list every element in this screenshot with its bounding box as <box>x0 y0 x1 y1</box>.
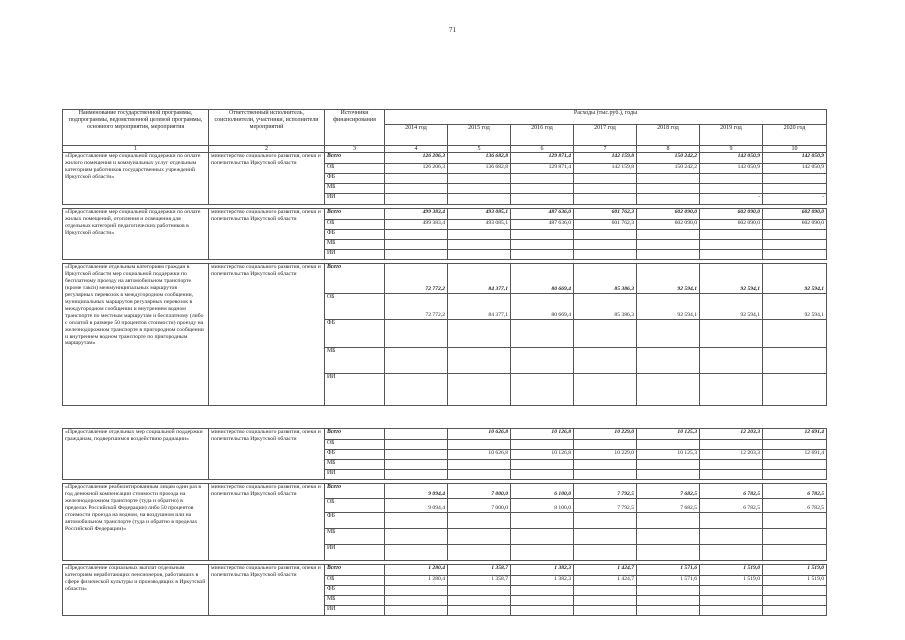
expense-cell <box>448 460 511 470</box>
expense-cell <box>385 429 448 440</box>
table-row <box>63 209 827 220</box>
header-name: Наименование государственной программы, подпрограммы, ведомственной целевой программы, основного мероприятия, мероприятия <box>63 110 209 146</box>
table-row <box>63 429 827 440</box>
expense-cell: 602 090,0 <box>700 209 763 220</box>
expense-cell: 84 377,1 <box>448 264 511 294</box>
funding-source: ИИ <box>325 250 385 260</box>
expense-cell <box>511 320 574 348</box>
expense-cell <box>700 240 763 250</box>
expense-cell <box>637 606 700 616</box>
expense-cell <box>511 460 574 470</box>
expense-cell: 7 682,5 <box>637 499 700 513</box>
expense-cell: 1 519,0 <box>700 565 763 576</box>
expense-cell: 602 090,0 <box>637 209 700 220</box>
funding-source: ОБ <box>325 440 385 450</box>
expense-cell: 72 772,2 <box>385 294 448 320</box>
responsible-executor: министерство социального развития, опеки и попечительства Иркутской области <box>209 565 325 616</box>
column-number: 2 <box>209 146 325 153</box>
expense-cell: 6 782,5 <box>763 499 827 513</box>
expense-cell <box>385 374 448 406</box>
expense-cell <box>385 586 448 596</box>
column-number: 5 <box>448 146 511 153</box>
header-expenses: Расходы (тыс.руб.), годы <box>385 110 827 125</box>
expense-cell: 1 424,7 <box>574 565 637 576</box>
expense-cell <box>448 606 511 616</box>
expense-cell <box>637 240 700 250</box>
year-header: 2015 год <box>448 125 511 146</box>
expense-cell <box>700 470 763 480</box>
expense-cell <box>511 596 574 606</box>
expense-cell <box>763 184 827 194</box>
responsible-executor: министерство социального развития, опеки и попечительства Иркутской области <box>209 209 325 260</box>
funding-source: МБ <box>325 348 385 374</box>
expense-cell: 142 050,9 <box>763 164 827 174</box>
expense-cell: 80 669,4 <box>511 264 574 294</box>
expense-cell <box>385 460 448 470</box>
expense-cell: 92 594,1 <box>637 294 700 320</box>
expense-cell <box>385 184 448 194</box>
expense-cell <box>385 230 448 240</box>
expense-cell <box>763 174 827 184</box>
table-row <box>63 565 827 576</box>
funding-source: ФБ <box>325 513 385 529</box>
expense-cell: 7 792,5 <box>574 484 637 499</box>
expense-cell: 499 383,4 <box>385 209 448 220</box>
funding-source: ФБ <box>325 450 385 460</box>
measure-description: «Предоставление отдельных мер социальной поддержки гражданам, подвергшимся воздействию радиации» <box>63 429 209 480</box>
funding-source: Всего <box>325 429 385 440</box>
funding-source: ИИ <box>325 470 385 480</box>
expense-cell: 1 571,6 <box>637 565 700 576</box>
expense-cell: 7 000,0 <box>448 484 511 499</box>
expense-cell <box>574 529 637 545</box>
expense-cell <box>763 606 827 616</box>
expense-cell <box>637 470 700 480</box>
expense-cell <box>637 596 700 606</box>
expense-cell <box>574 320 637 348</box>
expense-cell: 126 206,3 <box>385 164 448 174</box>
expense-cell <box>448 470 511 480</box>
expense-cell <box>700 230 763 240</box>
expense-cell <box>700 174 763 184</box>
column-number: 7 <box>574 146 637 153</box>
expense-cell: 142 050,9 <box>700 164 763 174</box>
responsible-executor: министерство социального развития, опеки и попечительства Иркутской области <box>209 153 325 205</box>
funding-source: ФБ <box>325 586 385 596</box>
expense-cell <box>511 250 574 260</box>
expense-cell <box>385 545 448 561</box>
expense-cell <box>574 194 637 205</box>
expense-cell <box>763 513 827 529</box>
expense-cell <box>637 184 700 194</box>
expense-cell <box>637 348 700 374</box>
expense-cell: 92 594,1 <box>700 294 763 320</box>
expense-cell: 6 782,5 <box>763 484 827 499</box>
expense-cell: 142 050,9 <box>700 153 763 164</box>
expense-cell: 7 792,5 <box>574 499 637 513</box>
expense-cell <box>637 250 700 260</box>
expense-cell: 12 203,3 <box>700 450 763 460</box>
expense-cell <box>448 184 511 194</box>
expense-cell <box>448 174 511 184</box>
expense-cell <box>763 230 827 240</box>
expense-cell <box>448 240 511 250</box>
expense-cell <box>511 606 574 616</box>
column-number: 1 <box>63 146 209 153</box>
expense-cell <box>574 174 637 184</box>
funding-source: ИИ <box>325 194 385 205</box>
expense-cell <box>511 586 574 596</box>
expense-cell <box>448 230 511 240</box>
expense-cell: 85 386,3 <box>574 264 637 294</box>
expense-cell: 1 382,3 <box>511 565 574 576</box>
expense-cell <box>385 440 448 450</box>
funding-source: ИИ <box>325 545 385 561</box>
expense-cell <box>574 348 637 374</box>
expense-cell: 7 682,5 <box>637 484 700 499</box>
expense-cell <box>763 596 827 606</box>
responsible-executor: министерство социального развития, опеки и попечительства Иркутской области <box>209 429 325 480</box>
table-row <box>63 264 827 294</box>
expense-cell <box>763 545 827 561</box>
expense-cell <box>385 470 448 480</box>
column-number: 10 <box>763 146 827 153</box>
expense-cell <box>700 529 763 545</box>
expense-cell <box>700 545 763 561</box>
expense-cell: 129 871,4 <box>511 153 574 164</box>
expense-cell: 92 594,1 <box>763 264 827 294</box>
expense-cell: 126 206,3 <box>385 153 448 164</box>
expense-cell: 493 085,1 <box>448 220 511 230</box>
column-number: 8 <box>637 146 700 153</box>
funding-source: МБ <box>325 529 385 545</box>
expense-cell: 602 090,0 <box>637 220 700 230</box>
funding-source: ОБ <box>325 499 385 513</box>
funding-source: Всего <box>325 153 385 164</box>
funding-source: Всего <box>325 264 385 294</box>
column-number: 6 <box>511 146 574 153</box>
expense-cell: 80 669,4 <box>511 294 574 320</box>
expense-cell: 142 159,8 <box>574 153 637 164</box>
budget-table <box>62 109 827 616</box>
expense-cell <box>511 374 574 406</box>
expense-cell <box>574 460 637 470</box>
expense-cell: 487 636,0 <box>511 220 574 230</box>
expense-cell: 1 280,4 <box>385 565 448 576</box>
expense-cell: 602 090,0 <box>763 220 827 230</box>
expense-cell <box>448 194 511 205</box>
expense-cell: 493 085,1 <box>448 209 511 220</box>
expense-cell: 1 519,0 <box>700 576 763 586</box>
year-header: 2014 год <box>385 125 448 146</box>
header-sources: Источники финансирования <box>325 110 385 146</box>
expense-cell <box>637 513 700 529</box>
expense-cell <box>637 174 700 184</box>
expense-cell: 10 125,3 <box>637 450 700 460</box>
expense-cell: 92 594,1 <box>637 264 700 294</box>
funding-source: ОБ <box>325 294 385 320</box>
funding-source: ОБ <box>325 576 385 586</box>
expense-cell: 12 691,4 <box>763 450 827 460</box>
expense-cell <box>700 320 763 348</box>
expense-cell <box>700 596 763 606</box>
expense-cell <box>574 586 637 596</box>
funding-source: Всего <box>325 565 385 576</box>
funding-source: МБ <box>325 596 385 606</box>
expense-cell <box>511 545 574 561</box>
expense-cell <box>574 596 637 606</box>
expense-cell: 129 871,4 <box>511 164 574 174</box>
expense-cell: 10 126,8 <box>511 429 574 440</box>
expense-cell <box>448 440 511 450</box>
funding-source: ФБ <box>325 230 385 240</box>
expense-cell <box>700 513 763 529</box>
funding-source: МБ <box>325 240 385 250</box>
expense-cell: 7 000,0 <box>448 499 511 513</box>
expense-cell <box>448 596 511 606</box>
expense-cell: 601 762,3 <box>574 209 637 220</box>
expense-cell: 150 242,2 <box>637 153 700 164</box>
expense-cell <box>511 440 574 450</box>
expense-cell <box>385 250 448 260</box>
expense-cell <box>763 320 827 348</box>
expense-cell <box>448 545 511 561</box>
table-row <box>63 153 827 164</box>
expense-cell: 84 377,1 <box>448 294 511 320</box>
expense-cell <box>637 320 700 348</box>
measure-description: «Предоставление реабилитированным лицам один раз в год денежной компенсации стоимости проезда на железнодорожном транспорте (туда и обратно) в пределах Российской Федерации) либо 50 процентов стоимости проезда на водном, на воздушном или на автомобильном транспорте (туда и обратно в пределах Российской Федерации)» <box>63 484 209 561</box>
expense-cell <box>385 348 448 374</box>
expense-cell <box>448 348 511 374</box>
expense-cell <box>511 184 574 194</box>
measure-description: «Предоставление мер социальной поддержки по оплате жилых помещений, отопления и освещения для отдельных категорий педагогических работников в Иркутской области» <box>63 209 209 260</box>
expense-cell <box>700 348 763 374</box>
expense-cell <box>700 374 763 406</box>
measure-description: «Предоставление мер социальной поддержки по оплате жилого помещения и коммунальных услуг отдельным категориям работников государственных учреждений Иркутской области» <box>63 153 209 205</box>
expense-cell: 499 383,4 <box>385 220 448 230</box>
responsible-executor: министерство социального развития, опеки и попечительства Иркутской области <box>209 484 325 561</box>
expense-cell <box>511 470 574 480</box>
expense-cell <box>763 440 827 450</box>
expense-cell: 9 094,4 <box>385 484 448 499</box>
expense-cell <box>448 250 511 260</box>
expense-cell <box>574 513 637 529</box>
expense-cell: 8 100,0 <box>511 499 574 513</box>
expense-cell <box>637 529 700 545</box>
expense-cell <box>574 440 637 450</box>
column-number: 4 <box>385 146 448 153</box>
expense-cell <box>637 230 700 240</box>
expense-cell <box>448 374 511 406</box>
expense-cell <box>700 460 763 470</box>
expense-cell <box>763 586 827 596</box>
expense-cell <box>448 529 511 545</box>
expense-cell: 1 382,3 <box>511 576 574 586</box>
expense-cell <box>385 529 448 545</box>
expense-cell <box>763 374 827 406</box>
expense-cell <box>763 470 827 480</box>
expense-cell <box>511 513 574 529</box>
expense-cell: - <box>763 194 827 205</box>
expense-cell <box>763 460 827 470</box>
funding-source: ФБ <box>325 320 385 348</box>
year-header: 2018 год <box>637 125 700 146</box>
expense-cell: 136 682,8 <box>448 164 511 174</box>
expense-cell <box>763 348 827 374</box>
expense-cell <box>385 194 448 205</box>
expense-cell <box>385 240 448 250</box>
expense-cell <box>511 194 574 205</box>
expense-cell <box>574 606 637 616</box>
expense-cell: 136 682,8 <box>448 153 511 164</box>
expense-cell: 602 090,0 <box>700 220 763 230</box>
expense-cell: 85 386,3 <box>574 294 637 320</box>
page-number: 71 <box>449 26 456 34</box>
funding-source: МБ <box>325 184 385 194</box>
expense-cell: 92 594,1 <box>763 294 827 320</box>
expense-cell: 9 094,4 <box>385 499 448 513</box>
expense-cell: 92 594,1 <box>700 264 763 294</box>
expense-cell <box>700 184 763 194</box>
funding-source: Всего <box>325 209 385 220</box>
header-responsible: Ответственный исполнитель, соисполнители, участники, исполнители мероприятий <box>209 110 325 146</box>
expense-cell <box>637 374 700 406</box>
expense-cell <box>763 240 827 250</box>
expense-cell <box>511 529 574 545</box>
expense-cell: 602 090,0 <box>763 209 827 220</box>
expense-cell: 150 242,2 <box>637 164 700 174</box>
expense-cell <box>511 348 574 374</box>
funding-source: Всего <box>325 484 385 499</box>
expense-cell <box>385 596 448 606</box>
measure-description: «Предоставление отдельным категориям граждан в Иркутской области мер социальной поддержки по бесплатному проезду на автомобильном транспорте (кроме такси) межмуниципальных маршрутов регулярных перевозок в междугородном сообщении, муниципальных маршрутов регулярных перевозок в междугородном сообщении и внутреннем водном транспорте по местным маршрутам и бесплатному (либо с оплатой в размере 50 процентов стоимости) проезду на железнодорожном транспорте в пригородном сообщении и внутреннем водном транспорте по пригородным маршрутам» <box>63 264 209 406</box>
expense-cell <box>637 194 700 205</box>
funding-source: ИИ <box>325 606 385 616</box>
expense-cell: 142 159,8 <box>574 164 637 174</box>
expense-cell <box>637 460 700 470</box>
measure-description: «Предоставление социальных выплат отдельным категориям неработающих пенсионеров, работавших в сфере физической культуры и производящих в Иркутской области» <box>63 565 209 616</box>
funding-source: МБ <box>325 460 385 470</box>
expense-cell <box>574 250 637 260</box>
expense-cell: 1 358,7 <box>448 576 511 586</box>
expense-cell: 6 100,0 <box>511 484 574 499</box>
expense-cell: 1 519,0 <box>763 565 827 576</box>
column-number: 3 <box>325 146 385 153</box>
table-row <box>63 484 827 499</box>
expense-cell: 10 229,0 <box>574 429 637 440</box>
expense-cell <box>637 440 700 450</box>
expense-cell: 1 571,6 <box>637 576 700 586</box>
expense-cell <box>763 529 827 545</box>
expense-cell <box>385 513 448 529</box>
expense-cell: 487 636,0 <box>511 209 574 220</box>
expense-cell <box>700 606 763 616</box>
spacer-cell <box>63 406 827 429</box>
expense-cell <box>763 250 827 260</box>
expense-cell: 12 203,3 <box>700 429 763 440</box>
expense-cell <box>574 184 637 194</box>
expense-cell <box>385 320 448 348</box>
expense-cell <box>385 450 448 460</box>
expense-cell: - <box>700 194 763 205</box>
expense-cell: 1 424,7 <box>574 576 637 586</box>
expense-cell: 142 050,9 <box>763 153 827 164</box>
expense-cell <box>448 513 511 529</box>
expense-cell <box>511 174 574 184</box>
expense-cell <box>511 230 574 240</box>
expense-cell: 10 229,0 <box>574 450 637 460</box>
year-header: 2016 год <box>511 125 574 146</box>
expense-cell <box>511 240 574 250</box>
expense-cell <box>700 586 763 596</box>
expense-cell: 10 125,3 <box>637 429 700 440</box>
year-header: 2019 год <box>700 125 763 146</box>
expense-cell: 6 782,5 <box>700 484 763 499</box>
funding-source: ФБ <box>325 174 385 184</box>
expense-cell <box>448 586 511 596</box>
expense-cell: 10 126,8 <box>511 450 574 460</box>
expense-cell <box>637 545 700 561</box>
expense-cell: 10 626,8 <box>448 450 511 460</box>
expense-cell <box>637 586 700 596</box>
expense-cell <box>574 230 637 240</box>
column-number: 9 <box>700 146 763 153</box>
expense-cell: 1 519,0 <box>763 576 827 586</box>
expense-cell <box>574 470 637 480</box>
expense-cell <box>574 545 637 561</box>
funding-source: ОБ <box>325 164 385 174</box>
expense-cell: 601 762,3 <box>574 220 637 230</box>
expense-cell <box>700 250 763 260</box>
responsible-executor: министерство социального развития, опеки и попечительства Иркутской области <box>209 264 325 406</box>
expense-cell: 1 358,7 <box>448 565 511 576</box>
funding-source: ОБ <box>325 220 385 230</box>
expense-cell: 6 782,5 <box>700 499 763 513</box>
expense-cell: 1 280,4 <box>385 576 448 586</box>
expense-cell <box>574 240 637 250</box>
expense-cell <box>700 440 763 450</box>
expense-cell: 10 626,8 <box>448 429 511 440</box>
block-spacer <box>63 406 827 429</box>
year-header: 2017 год <box>574 125 637 146</box>
expense-cell <box>385 174 448 184</box>
expense-cell <box>385 606 448 616</box>
expense-cell: 72 772,2 <box>385 264 448 294</box>
expense-cell: 12 691,4 <box>763 429 827 440</box>
expense-cell <box>448 320 511 348</box>
year-header: 2020 год <box>763 125 827 146</box>
expense-cell <box>574 374 637 406</box>
funding-source: ИИ <box>325 374 385 406</box>
